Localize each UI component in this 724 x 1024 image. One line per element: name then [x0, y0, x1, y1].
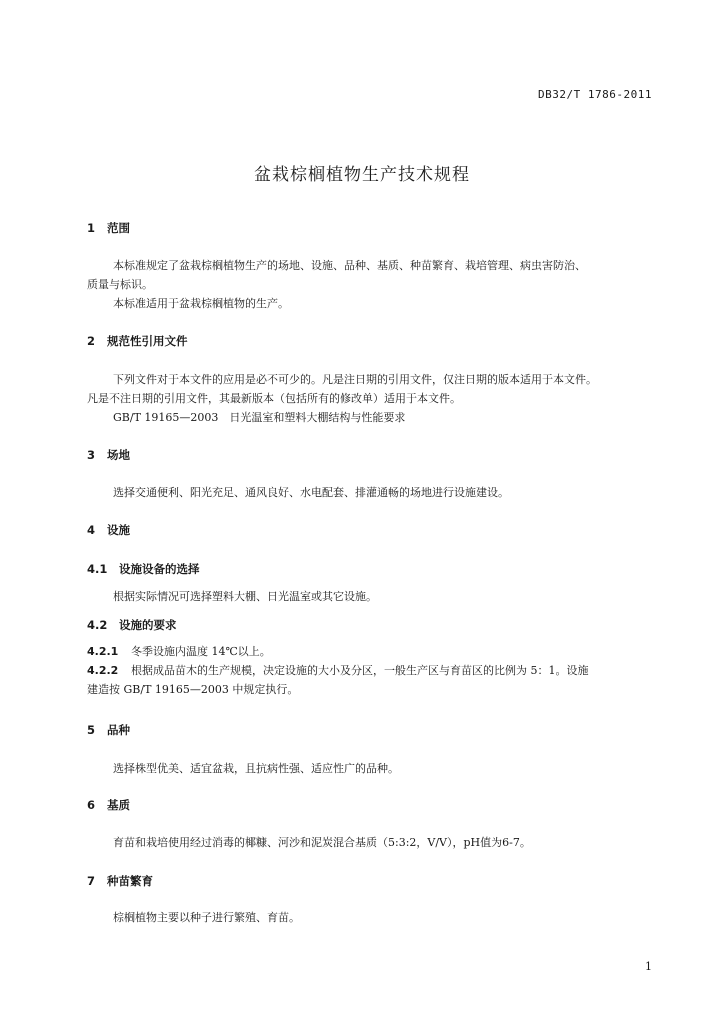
section-heading-6: [87, 797, 130, 813]
section-number: 5: [87, 723, 96, 737]
paragraph-line: 选择交通便利、阳光充足、通风良好、水电配套、排灌通畅的场地进行设施建设。: [113, 486, 509, 499]
subsection-body-4-2: [87, 642, 657, 699]
clause-number: 4.2.2: [87, 664, 119, 677]
page-number: 1: [645, 960, 652, 973]
paragraph-line: 育苗和栽培使用经过消毒的椰糠、河沙和泥炭混合基质（5:3:2，V/V），pH值为6-7。: [113, 836, 531, 849]
paragraph-line: 本标准适用于盆栽棕榈植物的生产。: [113, 297, 289, 310]
section-heading-1: [87, 220, 130, 236]
normative-reference: GB/T 19165—2003 日光温室和塑料大棚结构与性能要求: [113, 411, 406, 424]
section-number: 3: [87, 448, 96, 462]
paragraph-line: 根据实际情况可选择塑料大棚、日光温室或其它设施。: [113, 590, 377, 603]
subsection-number: 4.2: [87, 618, 108, 632]
document-code: DB32/T 1786-2011: [538, 88, 652, 101]
section-body-7: [87, 908, 657, 927]
section-title: 范围: [107, 221, 130, 235]
clause-text: 根据成品苗木的生产规模，决定设施的大小及分区，一般生产区与育苗区的比例为 5：1。设施: [131, 664, 589, 677]
paragraph-line: 棕榈植物主要以种子进行繁殖、育苗。: [113, 911, 300, 924]
section-title: 种苗繁育: [107, 874, 153, 888]
paragraph-line: 质量与标识。: [87, 278, 153, 291]
section-body-2: [87, 370, 657, 427]
subsection-title: 设施设备的选择: [119, 562, 200, 576]
clause-number: 4.2.1: [87, 645, 119, 658]
section-heading-7: [87, 873, 153, 889]
section-heading-4: [87, 522, 130, 538]
section-body-1: [87, 256, 657, 313]
section-heading-5: [87, 722, 130, 738]
section-body-5: [87, 759, 657, 778]
section-title: 规范性引用文件: [107, 334, 188, 348]
section-number: 6: [87, 798, 96, 812]
subsection-heading-4-2: [87, 617, 177, 633]
paragraph-line: 本标准规定了盆栽棕榈植物生产的场地、设施、品种、基质、种苗繁育、栽培管理、病虫害防治、: [113, 259, 586, 272]
section-number: 2: [87, 334, 96, 348]
section-title: 品种: [107, 723, 130, 737]
section-number: 1: [87, 221, 96, 235]
section-heading-3: [87, 447, 130, 463]
clause-line: [87, 661, 657, 680]
section-body-3: [87, 483, 657, 502]
subsection-number: 4.1: [87, 562, 108, 576]
section-body-6: [87, 833, 657, 852]
section-title: 设施: [107, 523, 130, 537]
paragraph-line: 下列文件对于本文件的应用是必不可少的。凡是注日期的引用文件，仅注日期的版本适用于本文件。: [113, 373, 597, 386]
section-heading-2: [87, 333, 188, 349]
document-title: 盆栽棕榈植物生产技术规程: [254, 165, 470, 185]
subsection-title: 设施的要求: [119, 618, 177, 632]
section-title: 基质: [107, 798, 130, 812]
clause-line: [87, 642, 657, 661]
section-title: 场地: [107, 448, 130, 462]
paragraph-line: 凡是不注日期的引用文件，其最新版本（包括所有的修改单）适用于本文件。: [87, 392, 461, 405]
clause-text: 冬季设施内温度 14℃以上。: [131, 645, 271, 658]
section-number: 4: [87, 523, 96, 537]
section-number: 7: [87, 874, 96, 888]
subsection-heading-4-1: [87, 561, 200, 577]
clause-continuation: 建造按 GB/T 19165—2003 中规定执行。: [87, 683, 299, 696]
paragraph-line: 选择株型优美、适宜盆栽，且抗病性强、适应性广的品种。: [113, 762, 399, 775]
subsection-body-4-1: [87, 587, 657, 606]
